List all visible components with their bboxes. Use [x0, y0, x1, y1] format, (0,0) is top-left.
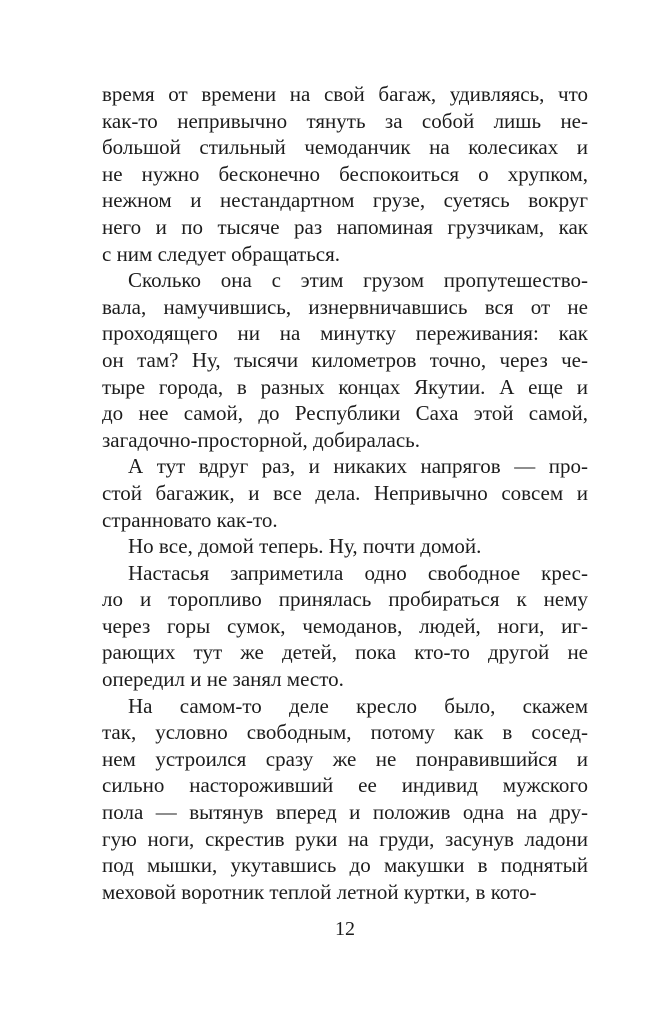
text-line: не нужно бесконечно беспокоиться о хрупком,	[102, 161, 588, 186]
text-line: через горы сумок, чемоданов, людей, ноги, иг-	[102, 613, 588, 638]
text-line: рающих тут же детей, пока кто-то другой не	[102, 640, 588, 665]
text-line: он там? Ну, тысячи километров точно, через че-	[102, 347, 588, 372]
text-line: Сколько она с этим грузом пропутешество-	[128, 268, 588, 293]
text-line: ло и торопливо принялась пробираться к нему	[102, 587, 588, 612]
text-line: тыре города, в разных концах Якутии. А еще и	[102, 374, 588, 399]
page-text	[102, 81, 588, 905]
text-line: опередил и не занял место.	[102, 667, 344, 692]
text-line: до нее самой, до Республики Саха этой самой,	[102, 401, 588, 426]
text-line: Настасья заприметила одно свободное крес-	[128, 560, 588, 585]
text-line: странновато как-то.	[102, 507, 278, 532]
text-line: меховой воротник теплой летной куртки, в кото-	[102, 879, 537, 904]
text-line: под мышки, укутавшись до макушки в поднятый	[102, 853, 588, 878]
text-line: нежном и нестандартном грузе, суетясь вокруг	[102, 188, 588, 213]
paragraph	[102, 560, 588, 693]
paragraph	[102, 81, 588, 267]
paragraph	[102, 453, 588, 533]
text-line: Но все, домой теперь. Ну, почти домой.	[128, 534, 482, 559]
text-line: стой багажик, и все дела. Непривычно совсем и	[102, 480, 588, 505]
text-line: нем устроился сразу же не понравившийся и	[102, 746, 588, 771]
text-line: гую ноги, скрестив руки на груди, засунув ладони	[102, 826, 588, 851]
text-line: проходящего ни на минутку переживания: как	[102, 321, 588, 346]
paragraph	[102, 533, 588, 560]
paragraph	[102, 693, 588, 906]
text-line: сильно настороживший ее индивид мужского	[102, 773, 588, 798]
text-line: как-то непривычно тянуть за собой лишь не-	[102, 108, 588, 133]
text-line: большой стильный чемоданчик на колесиках и	[102, 135, 588, 160]
text-line: пола — вытянув вперед и положив одна на дру-	[102, 800, 588, 825]
text-line: На самом-то деле кресло было, скажем	[128, 693, 588, 718]
text-line: время от времени на свой багаж, удивляясь, что	[102, 82, 588, 106]
page-number: 12	[335, 918, 355, 940]
text-line: А тут вдруг раз, и никаких напрягов — про-	[128, 454, 588, 479]
text-line: вала, намучившись, изнервничавшись вся от не	[102, 294, 588, 319]
text-line: с ним следует обращаться.	[102, 241, 341, 266]
text-line: загадочно-просторной, добиралась.	[102, 427, 421, 452]
paragraph	[102, 267, 588, 453]
text-line: него и по тысяче раз напоминая грузчикам, как	[102, 214, 588, 239]
text-line: так, условно свободным, потому как в сосед-	[102, 720, 588, 745]
